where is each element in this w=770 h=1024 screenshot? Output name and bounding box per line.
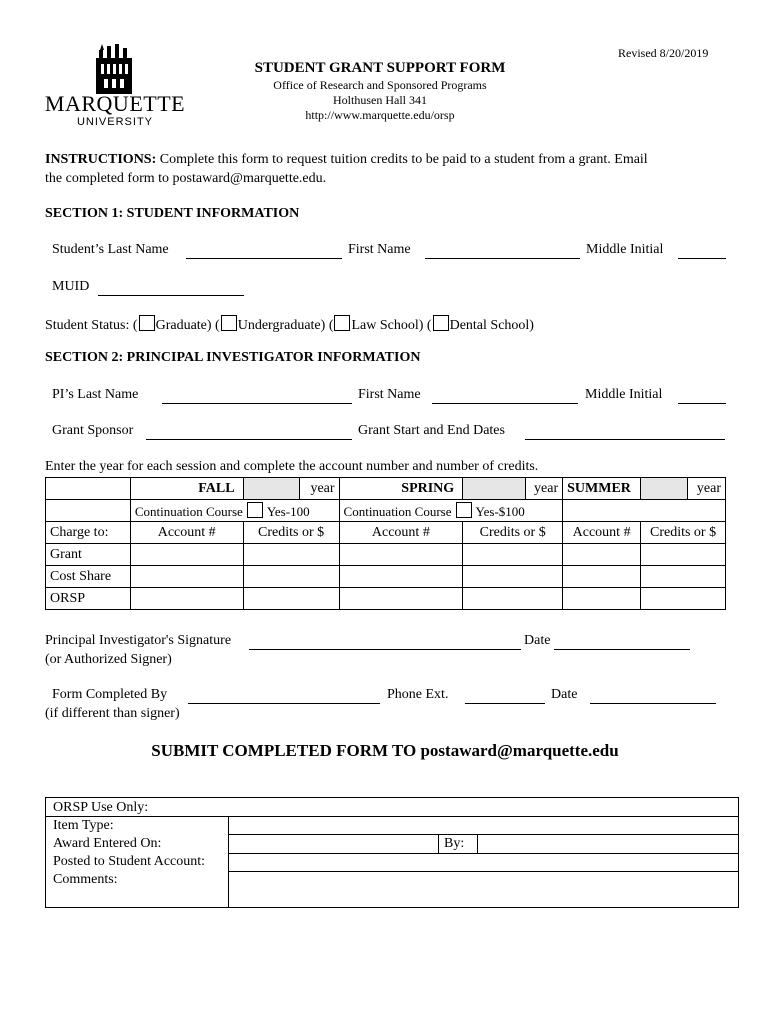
- by-field[interactable]: [478, 835, 738, 853]
- item-type-field[interactable]: [229, 817, 738, 834]
- posted-field[interactable]: [229, 854, 738, 871]
- grant-sponsor-label: Grant Sponsor: [52, 423, 134, 438]
- orsp-fall-credits[interactable]: [243, 588, 339, 610]
- grant-summer-account[interactable]: [563, 544, 641, 566]
- completed-by-field[interactable]: [188, 703, 380, 704]
- student-status-row: Student Status: ( Graduate) ( Undergraduate) ( Law School) ( Dental School): [45, 315, 534, 334]
- office-url[interactable]: http://www.marquette.edu/orsp: [305, 108, 455, 122]
- orsp-summer-credits[interactable]: [641, 588, 726, 610]
- section2-title: SECTION 2: PRINCIPAL INVESTIGATOR INFORMATION: [45, 350, 421, 365]
- grant-sponsor-field[interactable]: [146, 439, 352, 440]
- spring-continuation-cell: [339, 500, 563, 522]
- instructions-line2: the completed form to postaward@marquette.edu.: [45, 171, 327, 186]
- orsp-spring-credits[interactable]: [463, 588, 563, 610]
- instructions-label: INSTRUCTIONS:: [45, 152, 157, 167]
- cost-share-spring-account[interactable]: [339, 566, 463, 588]
- fall-continuation-yes: Yes-100: [266, 503, 310, 519]
- summer-year-label: year: [696, 481, 721, 496]
- completed-date-label: Date: [551, 687, 578, 702]
- summer-year-input[interactable]: [641, 478, 688, 499]
- undergraduate-option: Undergraduate): [237, 318, 326, 333]
- comments-field[interactable]: [229, 872, 738, 907]
- continuation-blank-cell: [46, 500, 131, 522]
- revised-date: Revised 8/20/2019: [618, 46, 709, 60]
- fall-continuation-label: Continuation Course: [134, 503, 243, 519]
- law-school-option: Law School): [351, 318, 424, 333]
- comments-label: Comments:: [53, 872, 118, 887]
- spring-credits-header: Credits or $: [463, 522, 563, 544]
- student-last-name-label: Student’s Last Name: [52, 242, 169, 257]
- completed-date-field[interactable]: [590, 703, 716, 704]
- grant-fall-account[interactable]: [130, 544, 243, 566]
- instructions-line1: [45, 152, 648, 168]
- spring-year-input[interactable]: [463, 478, 526, 499]
- by-label: By:: [444, 836, 465, 851]
- pi-last-name-field[interactable]: [162, 403, 352, 404]
- student-middle-initial-label: Middle Initial: [586, 242, 664, 257]
- pi-first-name-label: First Name: [358, 387, 421, 402]
- posted-label: Posted to Student Account:: [53, 854, 206, 869]
- logo-subtitle: UNIVERSITY: [76, 116, 153, 128]
- fall-account-header: Account #: [130, 522, 243, 544]
- grant-spring-account[interactable]: [339, 544, 463, 566]
- item-type-label: Item Type:: [53, 818, 114, 833]
- dental-school-option: Dental School): [449, 318, 534, 333]
- signature-date-label: Date: [524, 633, 551, 648]
- spring-continuation-label: Continuation Course: [343, 503, 452, 519]
- cost-share-summer-account[interactable]: [563, 566, 641, 588]
- spring-continuation-yes: Yes-$100: [475, 503, 525, 519]
- muid-field[interactable]: [98, 295, 244, 296]
- submit-instruction: SUBMIT COMPLETED FORM TO postaward@marquette.edu: [151, 741, 619, 760]
- spring-account-header: Account #: [339, 522, 463, 544]
- orsp-use-title: ORSP Use Only:: [53, 800, 149, 815]
- fall-year-cell: [243, 478, 339, 500]
- pi-last-name-label: PI’s Last Name: [52, 387, 139, 402]
- signature-date-field[interactable]: [554, 649, 690, 650]
- spring-year-cell: [463, 478, 563, 500]
- charge-to-label: Charge to:: [46, 522, 131, 544]
- orsp-spring-account[interactable]: [339, 588, 463, 610]
- student-last-name-field[interactable]: [186, 258, 342, 259]
- completed-by-label: Form Completed By: [52, 687, 168, 702]
- grant-spring-credits[interactable]: [463, 544, 563, 566]
- orsp-fall-account[interactable]: [130, 588, 243, 610]
- header-blank-cell: [46, 478, 131, 500]
- dental-school-checkbox[interactable]: [433, 315, 449, 331]
- student-first-name-label: First Name: [348, 242, 411, 257]
- cost-share-fall-account[interactable]: [130, 566, 243, 588]
- summer-continuation-cell: [563, 500, 726, 522]
- row-label-cost-share: Cost Share: [46, 566, 131, 588]
- pi-first-name-field[interactable]: [432, 403, 578, 404]
- graduate-option: Graduate): [155, 318, 212, 333]
- orsp-divider: [438, 834, 439, 853]
- pi-middle-initial-field[interactable]: [678, 403, 726, 404]
- fall-continuation-cell: [130, 500, 339, 522]
- orsp-use-box: [45, 797, 739, 908]
- grant-summer-credits[interactable]: [641, 544, 726, 566]
- office-name: Office of Research and Sponsored Programs: [273, 78, 487, 92]
- spring-label: SPRING: [339, 478, 463, 500]
- summer-label: SUMMER: [563, 478, 641, 500]
- spring-continuation-checkbox[interactable]: [456, 502, 472, 518]
- pi-signature-field[interactable]: [249, 649, 521, 650]
- award-entered-field[interactable]: [229, 835, 438, 853]
- fall-year-input[interactable]: [244, 478, 300, 499]
- row-label-orsp: ORSP: [46, 588, 131, 610]
- table-row: [46, 544, 726, 566]
- summer-year-cell: [641, 478, 726, 500]
- session-table-intro: Enter the year for each session and complete the account number and number of credits.: [45, 459, 539, 474]
- grant-dates-label: Grant Start and End Dates: [358, 423, 505, 438]
- summer-credits-header: Credits or $: [641, 522, 726, 544]
- cost-share-fall-credits[interactable]: [243, 566, 339, 588]
- section1-title: SECTION 1: STUDENT INFORMATION: [45, 206, 300, 221]
- student-middle-initial-field[interactable]: [678, 258, 726, 259]
- orsp-summer-account[interactable]: [563, 588, 641, 610]
- undergraduate-checkbox[interactable]: [221, 315, 237, 331]
- authorized-signer-note: (or Authorized Signer): [45, 652, 172, 667]
- office-building: Holthusen Hall 341: [333, 93, 427, 107]
- cost-share-spring-credits[interactable]: [463, 566, 563, 588]
- table-row: [46, 588, 726, 610]
- fall-year-label: year: [310, 481, 335, 496]
- summer-account-header: Account #: [563, 522, 641, 544]
- session-table: [45, 477, 726, 610]
- phone-ext-field[interactable]: [465, 703, 545, 704]
- student-status-label: Student Status:: [45, 318, 130, 333]
- student-first-name-field[interactable]: [425, 258, 580, 259]
- graduate-checkbox[interactable]: [139, 315, 155, 331]
- muid-label: MUID: [52, 279, 90, 294]
- spring-year-label: year: [534, 481, 559, 496]
- fall-label: FALL: [130, 478, 243, 500]
- pi-middle-initial-label: Middle Initial: [585, 387, 663, 402]
- cost-share-summer-credits[interactable]: [641, 566, 726, 588]
- different-signer-note: (if different than signer): [45, 706, 180, 721]
- phone-ext-label: Phone Ext.: [387, 687, 449, 702]
- instructions-text: Complete this form to request tuition credits to be paid to a student from a grant. Email: [159, 152, 648, 167]
- grant-fall-credits[interactable]: [243, 544, 339, 566]
- form-title: STUDENT GRANT SUPPORT FORM: [254, 60, 506, 76]
- pi-signature-label: Principal Investigator's Signature: [45, 633, 232, 648]
- fall-credits-header: Credits or $: [243, 522, 339, 544]
- fall-continuation-checkbox[interactable]: [247, 502, 263, 518]
- row-label-grant: Grant: [46, 544, 131, 566]
- table-row: [46, 566, 726, 588]
- award-entered-label: Award Entered On:: [53, 836, 162, 851]
- logo-wordmark: MARQUETTE: [44, 91, 186, 116]
- law-school-checkbox[interactable]: [334, 315, 350, 331]
- grant-dates-field[interactable]: [525, 439, 725, 440]
